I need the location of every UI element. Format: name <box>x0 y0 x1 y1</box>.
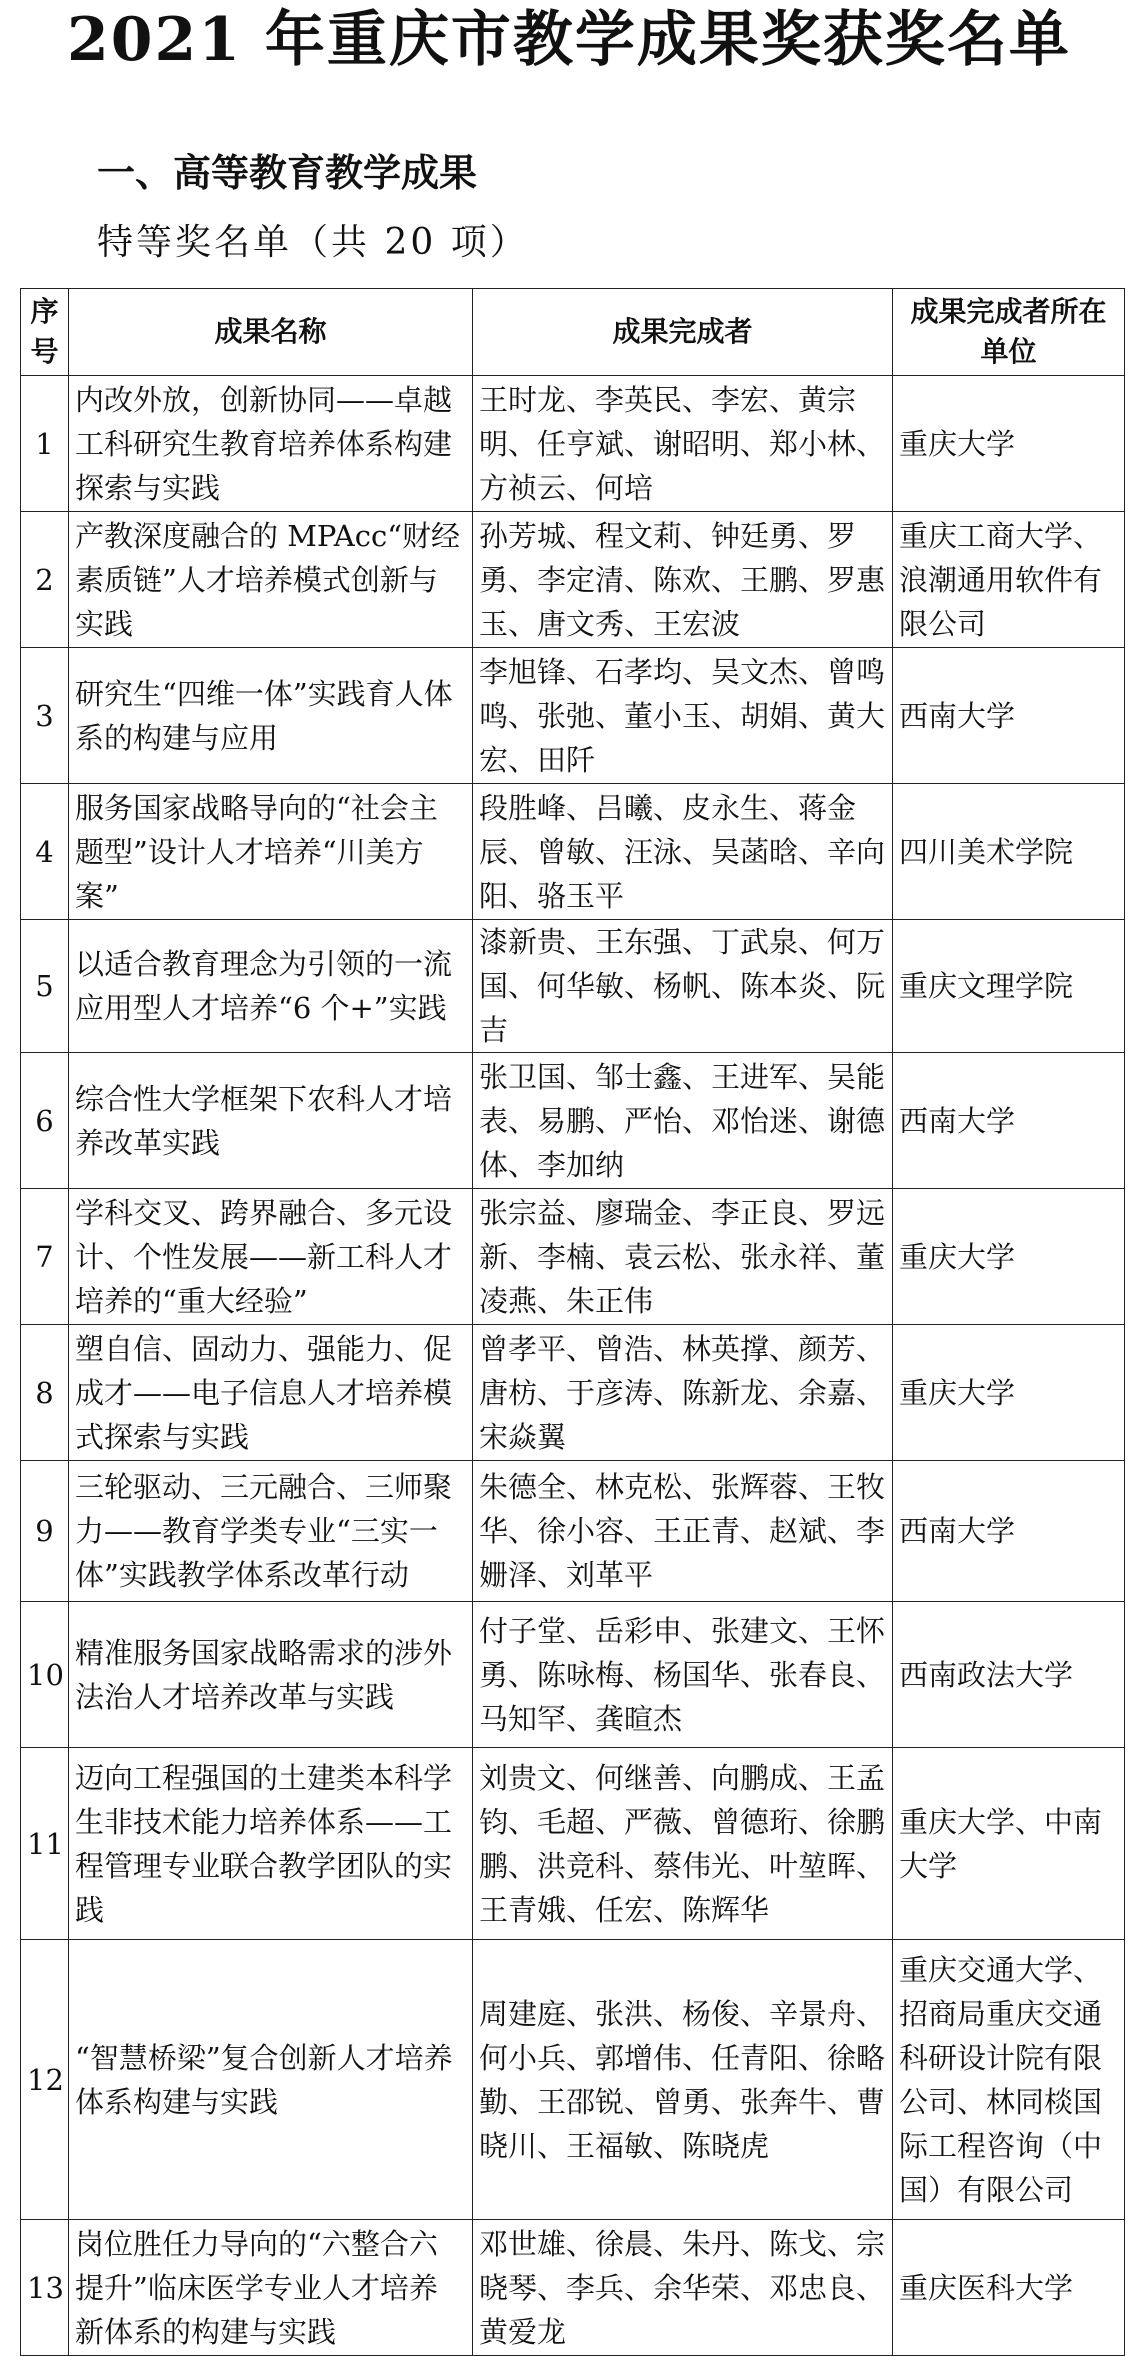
row-authors: 张宗益、廖瑞金、李正良、罗远新、李楠、袁云松、张永祥、董凌燕、朱正伟 <box>473 1189 893 1325</box>
table-header <box>21 289 1125 376</box>
row-seq: 8 <box>21 1325 69 1461</box>
table-row <box>21 1940 1125 2220</box>
row-name: 综合性大学框架下农科人才培养改革实践 <box>69 1053 473 1189</box>
row-seq: 12 <box>21 1940 69 2220</box>
row-authors: 朱德全、林克松、张辉蓉、王牧华、徐小容、王正青、赵斌、李姗泽、刘革平 <box>473 1461 893 1602</box>
table-row <box>21 1325 1125 1461</box>
row-unit: 重庆工商大学、浪潮通用软件有限公司 <box>893 512 1125 648</box>
row-name: “智慧桥梁”复合创新人才培养体系构建与实践 <box>69 1940 473 2220</box>
row-name: 产教深度融合的 MPAcc“财经素质链”人才培养模式创新与实践 <box>69 512 473 648</box>
row-authors: 李旭锋、石孝均、吴文杰、曾鸣鸣、张弛、董小玉、胡娟、黄大宏、田阡 <box>473 648 893 784</box>
row-authors: 段胜峰、吕曦、皮永生、蒋金辰、曾敏、汪泳、吴菡晗、辛向阳、骆玉平 <box>473 784 893 920</box>
row-seq: 3 <box>21 648 69 784</box>
row-unit: 重庆大学 <box>893 1189 1125 1325</box>
row-authors: 邓世雄、徐晨、朱丹、陈戈、宗晓琴、李兵、余华荣、邓忠良、黄爱龙 <box>473 2220 893 2356</box>
row-name: 迈向工程强国的土建类本科学生非技术能力培养体系——工程管理专业联合教学团队的实践 <box>69 1748 473 1940</box>
row-authors: 王时龙、李英民、李宏、黄宗明、任亨斌、谢昭明、郑小林、方祯云、何培 <box>473 376 893 512</box>
row-seq: 7 <box>21 1189 69 1325</box>
table-row <box>21 920 1125 1053</box>
row-authors: 周建庭、张洪、杨俊、辛景舟、何小兵、郭增伟、任青阳、徐略勤、王邵锐、曾勇、张奔牛、曹晓川、王福敏、陈晓虎 <box>473 1940 893 2220</box>
row-name: 学科交叉、跨界融合、多元设计、个性发展——新工科人才培养的“重大经验” <box>69 1189 473 1325</box>
table-row <box>21 1602 1125 1748</box>
row-name: 塑自信、固动力、强能力、促成才——电子信息人才培养模式探索与实践 <box>69 1325 473 1461</box>
row-authors: 付子堂、岳彩申、张建文、王怀勇、陈咏梅、杨国华、张春良、马知罕、龚暄杰 <box>473 1602 893 1748</box>
table-row <box>21 2220 1125 2356</box>
row-unit: 重庆医科大学 <box>893 2220 1125 2356</box>
header-row <box>21 289 1125 376</box>
header-unit: 成果完成者所在单位 <box>893 289 1125 376</box>
table-body <box>21 376 1125 2356</box>
row-authors: 漆新贵、王东强、丁武泉、何万国、何华敏、杨帆、陈本炎、阮吉 <box>473 920 893 1053</box>
row-seq: 4 <box>21 784 69 920</box>
row-name: 研究生“四维一体”实践育人体系的构建与应用 <box>69 648 473 784</box>
row-unit: 四川美术学院 <box>893 784 1125 920</box>
row-seq: 11 <box>21 1748 69 1940</box>
table-row <box>21 376 1125 512</box>
row-seq: 2 <box>21 512 69 648</box>
row-seq: 13 <box>21 2220 69 2356</box>
row-unit: 西南大学 <box>893 1461 1125 1602</box>
row-name: 内改外放，创新协同——卓越工科研究生教育培养体系构建探索与实践 <box>69 376 473 512</box>
header-name: 成果名称 <box>69 289 473 376</box>
row-unit: 重庆交通大学、招商局重庆交通科研设计院有限公司、林同棪国际工程咨询（中国）有限公司 <box>893 1940 1125 2220</box>
table-row <box>21 1748 1125 1940</box>
row-unit: 重庆大学、中南大学 <box>893 1748 1125 1940</box>
table-row <box>21 1053 1125 1189</box>
row-name: 精准服务国家战略需求的涉外法治人才培养改革与实践 <box>69 1602 473 1748</box>
row-name: 服务国家战略导向的“社会主题型”设计人才培养“川美方案” <box>69 784 473 920</box>
row-seq: 1 <box>21 376 69 512</box>
table-row <box>21 1189 1125 1325</box>
row-unit: 西南大学 <box>893 648 1125 784</box>
row-seq: 9 <box>21 1461 69 1602</box>
section-heading: 一、高等教育教学成果 <box>97 150 478 195</box>
document-title: 2021 年重庆市教学成果奖获奖名单 <box>67 5 1071 75</box>
row-authors: 刘贵文、何继善、向鹏成、王孟钧、毛超、严薇、曾德珩、徐鹏鹏、洪竞科、蔡伟光、叶堃晖、王青娥、任宏、陈辉华 <box>473 1748 893 1940</box>
row-name: 岗位胜任力导向的“六整合六提升”临床医学专业人才培养新体系的构建与实践 <box>69 2220 473 2356</box>
row-seq: 5 <box>21 920 69 1053</box>
row-name: 以适合教育理念为引领的一流应用型人才培养“6 个+”实践 <box>69 920 473 1053</box>
header-authors: 成果完成者 <box>473 289 893 376</box>
table-row <box>21 512 1125 648</box>
row-authors: 孙芳城、程文莉、钟廷勇、罗勇、李定清、陈欢、王鹏、罗惠玉、唐文秀、王宏波 <box>473 512 893 648</box>
row-unit: 重庆文理学院 <box>893 920 1125 1053</box>
row-unit: 西南大学 <box>893 1053 1125 1189</box>
header-seq: 序号 <box>21 289 69 376</box>
table-caption: 特等奖名单（共 20 项） <box>97 222 529 263</box>
row-authors: 曾孝平、曾浩、林英撑、颜芳、唐枋、于彦涛、陈新龙、余嘉、宋焱翼 <box>473 1325 893 1461</box>
row-name: 三轮驱动、三元融合、三师聚力——教育学类专业“三实一体”实践教学体系改革行动 <box>69 1461 473 1602</box>
row-unit: 西南政法大学 <box>893 1602 1125 1748</box>
table-row <box>21 1461 1125 1602</box>
row-unit: 重庆大学 <box>893 376 1125 512</box>
row-authors: 张卫国、邹士鑫、王进军、吴能表、易鹏、严怡、邓怡迷、谢德体、李加纳 <box>473 1053 893 1189</box>
table-row <box>21 648 1125 784</box>
row-seq: 10 <box>21 1602 69 1748</box>
awards-table <box>20 288 1125 2356</box>
table-row <box>21 784 1125 920</box>
row-unit: 重庆大学 <box>893 1325 1125 1461</box>
row-seq: 6 <box>21 1053 69 1189</box>
